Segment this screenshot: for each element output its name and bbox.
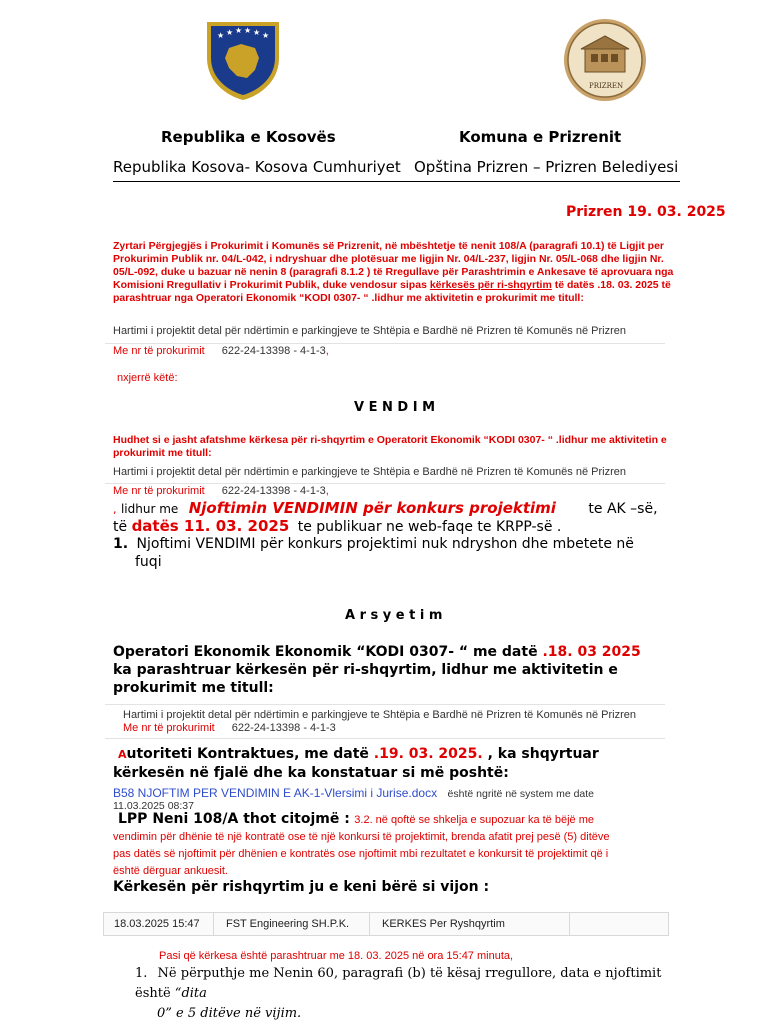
decision-item-line1: Njoftimi VENDIMI për konkurs projektimi nuk ndryshon dhe mbetete në [136,536,634,552]
table-cell-operator: FST Engineering SH.P.K. [214,913,370,935]
procurement-line-2: Me nr të prokurimit 622-24-13398 - 4-1-3, [113,485,329,497]
final-item-t6: 0” e 5 ditëve në vijim. [157,1006,302,1021]
lidhur-highlight: Njoftimin VENDIMIN për konkurs projektimi [188,499,556,517]
final-item-t4: , data e njoftimit është [135,966,662,1001]
doc-note: është ngritë në system me date [447,788,595,800]
arsyetim-line2: ka parashtruar kërkesën për ri-shqyrtim, lidhur me aktivitetin e [113,662,618,678]
arsyetim-paragraph [113,643,641,697]
autoriteti-date: .19. 03. 2025. [373,746,483,762]
request-table-row [103,912,669,936]
procurement-number: 622-24-13398 - 4-1-3 [221,345,326,357]
intro-paragraph [113,240,688,305]
lidhur-line-2 [113,517,561,535]
svg-text:★: ★ [262,31,270,40]
procurement-label-3: Me nr të prokurimit [123,722,215,734]
project-divider-1 [105,343,665,344]
autoriteti-prefix: utoriteti Kontraktues, me datë [126,746,369,762]
procurement-label-2: Me nr të prokurimit [113,485,205,497]
hudhet-paragraph: Hudhet si e jasht afatshme kërkesa për ri-shqyrtim e Operatorit Ekonomik “KODI 0307- “ .lidhur me aktivitetin e prokurimit me titull: [113,434,667,459]
intro-underlined: kërkesës për ri-shqyrtim [429,279,552,291]
table-cell-datetime: 18.03.2025 15:47 [104,913,214,935]
decision-item-line2: fuqi [135,554,162,570]
svg-text:★: ★ [244,26,252,35]
lpp-text1: 3.2. në qoftë se shkelja e supozuar ka të bëjë me [354,814,594,826]
header-right-title: Komuna e Prizrenit [459,128,622,146]
lpp-paragraph [113,811,693,879]
autoriteti-first: A [118,748,127,761]
kerkesen-heading: Kërkesën për rishqyrtim ju e keni bërë si vijon : [113,879,490,895]
decision-item-num: 1. [113,536,129,552]
table-cell-type: KERKES Per Ryshqyrtim [370,913,570,935]
arsyetim-box-bottom [105,738,665,739]
date-line: Prizren 19. 03. 2025 [566,204,726,220]
pasi-text: Pasi që kërkesa është parashtruar me 18. 03. 2025 në ora 15:47 minuta, [159,950,514,962]
header-left-subtitle: Republika Kosova- Kosova Cumhuriyet [113,158,401,176]
final-item-t2: Nenin 60, paragrafi (b) [273,966,426,981]
lpp-text3: pas datës së njoftimit për dhënien e kontratës ose njoftimit mbi rezultatet e konkursit të projektimit që i [113,848,609,860]
header-rule [113,181,680,182]
lidhur-line2-prefix: të [113,519,128,535]
vendim-heading: V E N D I M [354,400,436,415]
final-item-t3: të kësaj rregullore [429,966,553,981]
intro-text-after: të datës .18. 03. 2025 të parashtruar nga Operatori Ekonomik “KODI 0307- “ .lidhur me aktivitetin e prokurimit me titull: [113,279,671,304]
procurement-line-1: Me nr të prokurimit 622-24-13398 - 4-1-3, [113,345,329,357]
header-left-title: Republika e Kosovës [161,128,336,146]
lpp-label: LPP Neni 108/A thot citojmë : [118,811,350,827]
lidhur-line: , lidhur me Njoftimin VENDIMIN për konkurs projektimi te AK –së, [113,499,658,517]
procurement-number-3: 622-24-13398 - 4-1-3 [231,722,336,734]
lpp-text2: vendimin për dhënie të një kontratë ose të një konkursi të projektimit, brenda afatit prej pesë (5) ditëve [113,831,610,843]
autoriteti-suffix: , ka shqyrtuar [487,746,599,762]
final-item [135,964,695,1024]
lpp-text4: është dërguar ankuesit. [113,865,228,877]
lidhur-line2-date: datës 11. 03. 2025 [131,517,290,535]
header-right-subtitle: Opština Prizren – Prizren Belediyesi [414,158,679,176]
project-title-3: Hartimi i projektit detal për ndërtimin e parkingjeve te Shtëpia e Bardhë në Prizren të Komunës në Prizren [123,709,636,721]
arsyetim-line1-date: .18. 03 2025 [542,644,641,660]
decision-item [113,535,634,571]
doc-link[interactable]: B58 NJOFTIM PER VENDIMIN E AK-1-Vlersimi i Jurise.docx [113,786,438,800]
project-title-1: Hartimi i projektit detal për ndërtimin e parkingjeve te Shtëpia e Bardhë në Prizren të Komunës në Prizren [113,325,626,337]
arsyetim-box-top [105,704,665,705]
project-divider-2 [105,483,665,484]
svg-text:★: ★ [235,26,243,35]
final-item-num: 1. [135,966,148,981]
procurement-line-3 [123,722,336,734]
procurement-number-2: 622-24-13398 - 4-1-3 [221,485,326,497]
arsyetim-line1-prefix: Operatori Ekonomik Ekonomik “KODI 0307- “ me datë [113,644,538,660]
prizren-seal [563,18,647,102]
lidhur-line2-suffix: te publikuar ne web-faqe te KRPP-së . [297,519,562,535]
intro-text-before: Zyrtari Përgjegjës i Prokurimit i Komunës së Prizrenit, në mbështetje të nenit 108/A (paragrafi 10.1) të Ligjit per Prokurimin Publik nr. 04/L-042, i ndryshuar dhe plotësuar me ligjin Nr. 04/L-237, ligjin Nr. 05/L-068 dhe ligjin Nr. 05/L-092, duke u bazuar në nenin 8 (paragrafi 8.1.2 ) të Rregullave për Parashtrimin e Ankesave të aprovuara nga Komisioni Rregullativ i Prokurimit Publik, duke vendosur sipas [113,240,674,291]
seal-text: PRIZREN [589,82,624,90]
final-item-t5: “dita [174,986,207,1001]
arsyetim-line3: prokurimit me titull: [113,680,274,696]
nxjerre-text: nxjerrë këtë: [117,372,178,384]
arsyetim-heading: A r s y e t i m [345,608,443,623]
svg-text:★: ★ [253,28,261,37]
svg-text:★: ★ [217,31,225,40]
final-item-t1: Në përputhje me [157,966,270,981]
lidhur-suffix: te AK –së, [588,501,658,517]
doc-date: 11.03.2025 08:37 [113,800,194,812]
svg-text:★: ★ [226,28,234,37]
procurement-label: Me nr të prokurimit [113,345,205,357]
autoriteti-paragraph [113,745,599,783]
kosovo-emblem [205,18,281,102]
lidhur-prefix: lidhur me [120,502,179,516]
project-title-2: Hartimi i projektit detal për ndërtimin e parkingjeve te Shtëpia e Bardhë në Prizren të Komunës në Prizren [113,466,626,478]
autoriteti-line2: kërkesën në fjalë dhe ka konstatuar si më poshtë: [113,765,509,781]
